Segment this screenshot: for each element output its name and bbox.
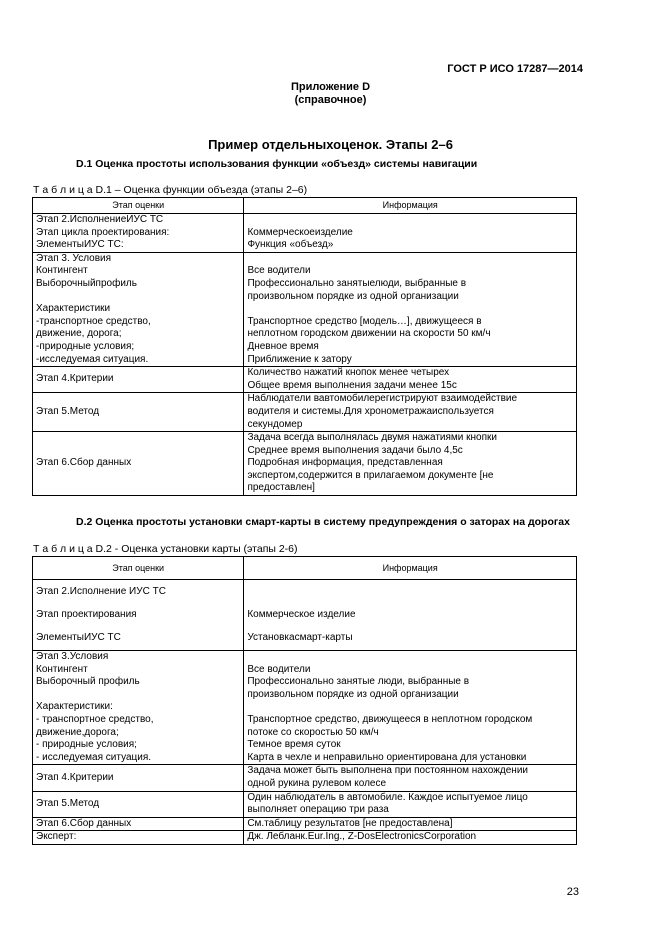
cell-line: ЭлементыИУС ТС: bbox=[36, 239, 124, 251]
cell-line: -природные условия; bbox=[36, 340, 135, 352]
cell-stage: Эксперт: bbox=[33, 831, 244, 845]
cell-info: Установкасмарт-карты bbox=[244, 627, 577, 651]
cell-info: Коммерческое изделие bbox=[244, 605, 577, 627]
table-row bbox=[33, 393, 577, 432]
table-d1-col-info: Информация bbox=[244, 198, 577, 214]
table-row bbox=[33, 817, 577, 831]
cell-line: Общее время выполнения задачи менее 15с bbox=[247, 379, 457, 391]
cell-stage: ЭлементыИУС ТС bbox=[33, 627, 244, 651]
cell-line: Один наблюдатель в автомобиле. Каждое испытуемое лицо bbox=[247, 791, 528, 803]
cell-line: Дневное время bbox=[247, 340, 319, 352]
cell-line: водителя и системы.Для хронометражаиспользуется bbox=[247, 405, 494, 417]
table-d2-col-stage: Этап оценки bbox=[33, 557, 244, 580]
page-title: Пример отдельныхоценок. Этапы 2–6 bbox=[208, 137, 453, 152]
table-row bbox=[33, 765, 577, 791]
cell-line: Характеристики bbox=[36, 303, 111, 315]
cell-line: Функция «объезд» bbox=[247, 239, 334, 251]
section1-heading: D.1 Оценка простоты использования функции «объезд» системы навигации bbox=[76, 158, 478, 170]
table-row bbox=[33, 214, 577, 253]
cell-line: Профессионально занятые люди, выбранные в bbox=[247, 676, 470, 688]
cell-line: Количество нажатий кнопок менее четырех bbox=[247, 367, 450, 379]
table-row bbox=[33, 605, 577, 627]
cell-line: Контингент bbox=[36, 265, 88, 277]
cell-line: Контингент bbox=[36, 663, 88, 675]
cell-line: - исследуемая ситуация. bbox=[36, 751, 152, 763]
table-d2-col-info: Информация bbox=[244, 557, 577, 580]
cell-line: движение, дорога; bbox=[36, 328, 122, 340]
cell-line: секундомер bbox=[247, 418, 303, 430]
cell-line: произвольном порядке из одной организации bbox=[247, 290, 459, 302]
document-id: ГОСТ Р ИСО 17287—2014 bbox=[447, 63, 583, 75]
table-row bbox=[33, 791, 577, 817]
table-row bbox=[33, 627, 577, 651]
cell-line: движение,дорога; bbox=[36, 726, 119, 738]
cell-line: выполняет операцию три раза bbox=[247, 804, 389, 816]
cell-line: Профессионально занятыелюди, выбранные в bbox=[247, 277, 467, 289]
cell-info: Дж. Лебланк.Eur.Ing., Z-DosElectronicsCorporation bbox=[244, 831, 577, 845]
annex-heading bbox=[0, 81, 661, 107]
cell-stage: Этап 5.Метод bbox=[33, 791, 244, 817]
table-d1 bbox=[32, 197, 577, 496]
cell-info: См.таблицу результатов [не предоставлена] bbox=[244, 817, 577, 831]
table-row bbox=[33, 831, 577, 845]
cell-line: Карта в чехле и неправильно ориентирована для установки bbox=[247, 751, 527, 763]
table-d2 bbox=[32, 556, 577, 845]
section2-heading: D.2 Оценка простоты установки смарт-карты в систему предупреждения о заторах на дорогах bbox=[76, 516, 570, 528]
table-row bbox=[33, 252, 577, 366]
table-d2-header bbox=[33, 557, 577, 580]
cell-line: Наблюдатели вавтомобилерегистрируют взаимодействие bbox=[247, 393, 518, 405]
table-row bbox=[33, 580, 577, 605]
cell-line: Задача может быть выполнена при постоянном нахождении bbox=[247, 765, 528, 777]
cell-line: - транспортное средство, bbox=[36, 713, 154, 725]
cell-stage: Этап 2.Исполнение ИУС ТС bbox=[33, 580, 244, 605]
cell-line: -транспортное средство, bbox=[36, 315, 151, 327]
cell-line: Этап цикла проектирования: bbox=[36, 226, 170, 238]
cell-line: Выборочныйпрофиль bbox=[36, 277, 137, 289]
annex-title: Приложение D bbox=[290, 81, 371, 93]
cell-stage: Этап 5.Метод bbox=[33, 393, 244, 432]
table1-caption: Т а б л и ц а D.1 – Оценка функции объезда (этапы 2–6) bbox=[33, 184, 308, 196]
cell-line: Приближение к затору bbox=[247, 353, 352, 365]
cell-line: - природные условия; bbox=[36, 739, 137, 751]
cell-stage: Этап 4.Критерии bbox=[33, 367, 244, 393]
cell-line: Все водители bbox=[247, 265, 311, 277]
cell-line: экспертом,содержится в прилагаемом документе [не bbox=[247, 469, 494, 481]
cell-line: Все водители bbox=[247, 663, 311, 675]
table-row bbox=[33, 367, 577, 393]
cell-line: Задача всегда выполнялась двумя нажатиями кнопки bbox=[247, 432, 497, 444]
table-d1-header bbox=[33, 198, 577, 214]
table2-caption: Т а б л и ц а D.2 - Оценка установки карты (этапы 2-6) bbox=[33, 543, 298, 555]
cell-line: Подробная информация, представленная bbox=[247, 457, 443, 469]
cell-line: Характеристики: bbox=[36, 701, 113, 713]
table-d1-col-stage: Этап оценки bbox=[33, 198, 244, 214]
cell-line: Этап 3.Условия bbox=[36, 651, 109, 662]
cell-line: Этап 3. Условия bbox=[36, 252, 112, 264]
cell-line: Темное время суток bbox=[247, 739, 341, 751]
cell-line: предоставлен] bbox=[247, 482, 315, 494]
cell-stage: Этап 6.Сбор данных bbox=[33, 817, 244, 831]
cell-line: Среднее время выполнения задачи было 4,5с bbox=[247, 444, 463, 456]
cell-line: Транспортное средство [модель…], движущееся в bbox=[247, 315, 482, 327]
cell-line: Транспортное средство, движущееся в неплотном городском bbox=[247, 713, 533, 725]
cell-stage: Этап 4.Критерии bbox=[33, 765, 244, 791]
cell-line: одной рукина рулевом колесе bbox=[247, 777, 387, 789]
cell-line: -исследуемая ситуация. bbox=[36, 353, 149, 365]
table-row bbox=[33, 432, 577, 496]
cell-line: Коммерческоеизделие bbox=[247, 226, 353, 238]
cell-line: Выборочный профиль bbox=[36, 676, 140, 688]
page-number: 23 bbox=[566, 886, 579, 898]
annex-subtitle: (справочное) bbox=[294, 94, 367, 106]
cell-line: Этап 2.ИсполнениеИУС ТС bbox=[36, 214, 164, 225]
cell-info bbox=[244, 580, 577, 605]
cell-stage: Этап проектирования bbox=[33, 605, 244, 627]
cell-line: потоке со скоростью 50 км/ч bbox=[247, 726, 379, 738]
table-row bbox=[33, 651, 577, 765]
cell-line: неплотном городском движении на скорости 50 км/ч bbox=[247, 328, 491, 340]
cell-line: произвольном порядке из одной организации bbox=[247, 688, 459, 700]
cell-stage: Этап 6.Сбор данных bbox=[33, 432, 244, 496]
